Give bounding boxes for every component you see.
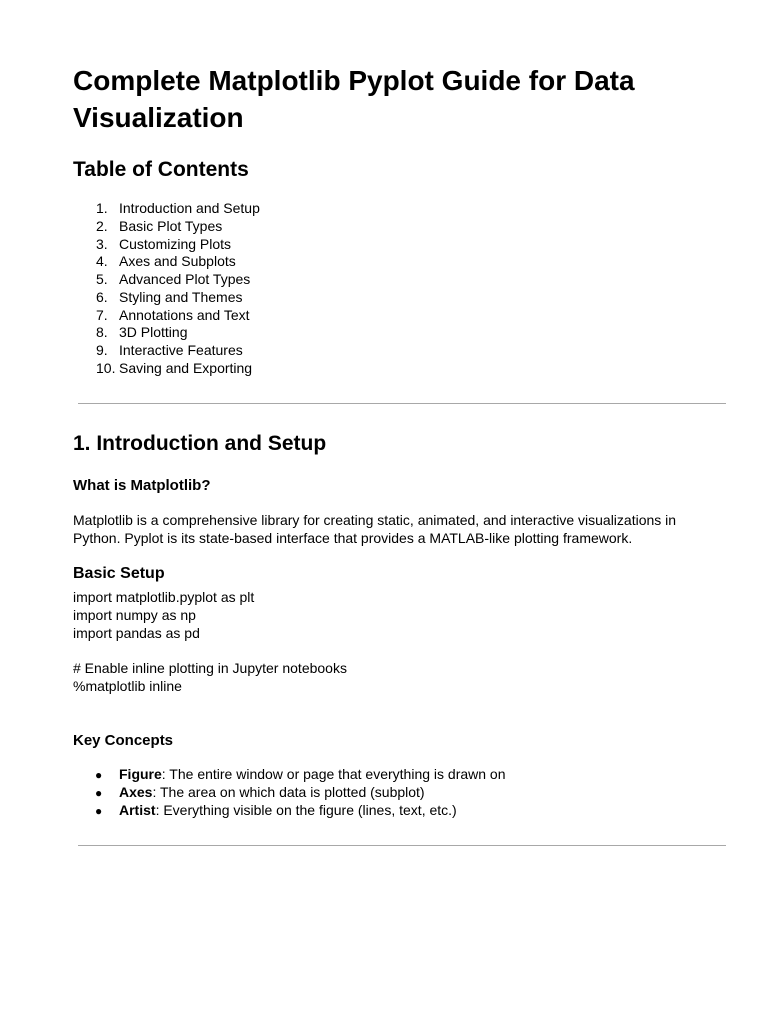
toc-item-label: Basic Plot Types	[119, 217, 223, 234]
code-line: import matplotlib.pyplot as plt	[73, 589, 255, 605]
toc-item[interactable]	[73, 218, 473, 236]
toc-item[interactable]	[73, 289, 473, 307]
section-divider	[78, 845, 726, 846]
toc-item-number: 5.	[96, 271, 108, 287]
toc-item[interactable]	[73, 200, 473, 218]
toc-item-number: 8.	[96, 324, 108, 341]
concept-description: : The area on which data is plotted (subplot)	[152, 784, 425, 800]
bullet-icon: ●	[95, 804, 103, 818]
concept-description: : Everything visible on the figure (lines, text, etc.)	[155, 802, 457, 818]
toc-item[interactable]	[73, 324, 473, 342]
code-line: # Enable inline plotting in Jupyter notebooks	[73, 660, 347, 677]
code-line: import pandas as pd	[73, 624, 200, 641]
concepts-list	[73, 765, 713, 819]
subsection-heading: What is Matplotlib?	[73, 477, 211, 494]
toc-item[interactable]	[73, 271, 473, 289]
toc-item-label: Saving and Exporting	[119, 359, 253, 376]
list-item	[73, 765, 713, 783]
toc-item-label: Annotations and Text	[119, 306, 250, 323]
toc-item-number: 2.	[96, 217, 108, 234]
toc-item-number: 10.	[96, 359, 116, 376]
toc-item-number: 9.	[96, 342, 108, 358]
toc-item-label: 3D Plotting	[119, 324, 188, 341]
subsection-heading: Key Concepts	[73, 732, 174, 749]
code-line: import numpy as np	[73, 606, 196, 623]
concept-term: Axes	[119, 784, 153, 800]
toc-item-label: Interactive Features	[119, 342, 243, 358]
list-item	[73, 783, 713, 801]
toc-item-label: Advanced Plot Types	[119, 271, 251, 287]
toc-item[interactable]	[73, 253, 473, 271]
bullet-icon: ●	[95, 768, 103, 782]
toc-item-number: 7.	[96, 306, 108, 323]
toc-item-label: Customizing Plots	[119, 235, 232, 252]
section-divider	[78, 403, 726, 404]
toc-item-label: Introduction and Setup	[119, 200, 260, 216]
toc-item-number: 4.	[96, 253, 108, 270]
toc-item-number: 1.	[96, 200, 108, 216]
table-of-contents	[73, 200, 473, 378]
toc-item-number: 3.	[96, 235, 108, 252]
code-line: %matplotlib inline	[73, 677, 182, 694]
intro-paragraph: Matplotlib is a comprehensive library for creating static, animated, and interactive visualizations in Python. Pyplot is its state-based interface that provides a MATLAB-like plotting framework.	[73, 512, 677, 546]
toc-item[interactable]	[73, 236, 473, 254]
section-heading: 1. Introduction and Setup	[73, 432, 327, 455]
toc-item[interactable]	[73, 342, 473, 360]
toc-item[interactable]	[73, 360, 473, 378]
list-item	[73, 801, 713, 819]
toc-item[interactable]	[73, 307, 473, 325]
concept-description: : The entire window or page that everything is drawn on	[161, 766, 506, 782]
subsection-heading: Basic Setup	[73, 565, 165, 582]
toc-item-label: Axes and Subplots	[119, 253, 236, 270]
bullet-icon: ●	[95, 786, 103, 800]
code-block	[73, 589, 573, 696]
toc-heading: Table of Contents	[73, 158, 249, 181]
toc-item-label: Styling and Themes	[119, 288, 243, 305]
concept-term: Artist	[119, 802, 156, 818]
toc-item-number: 6.	[96, 288, 108, 305]
code-line	[73, 642, 573, 660]
concept-term: Figure	[119, 766, 162, 782]
document-title: Complete Matplotlib Pyplot Guide for Data Visualization	[73, 65, 635, 133]
